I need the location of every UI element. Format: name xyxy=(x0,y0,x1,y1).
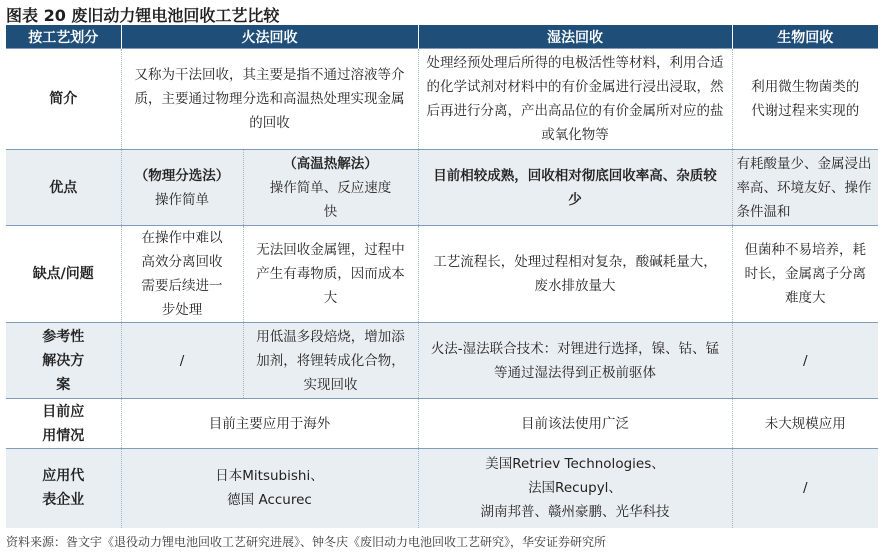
cell-solution-bio: / xyxy=(732,323,878,399)
company-mitsubishi: 日本Mitsubishi、 xyxy=(215,468,324,485)
table-header-row xyxy=(6,25,878,49)
pros-physical-text: 操作简单 xyxy=(155,191,209,208)
table-row xyxy=(6,449,878,528)
cell-cons-wet: 工艺流程长，处理过程相对复杂，酸碱耗量大，废水排放量大 xyxy=(418,226,732,323)
cell-pros-wet: 目前相较成熟，回收相对彻底回收率高、杂质较少 xyxy=(418,150,732,226)
cell-solution-wet: 火法-湿法联合技术：对锂进行选择，镍、钴、锰等通过湿法得到正极前驱体 xyxy=(418,323,732,399)
company-recupyl: 法国Recupyl、 xyxy=(528,480,622,497)
cell-intro-bio: 利用微生物菌类的代谢过程来实现的 xyxy=(732,49,878,150)
header-process: 按工艺划分 xyxy=(6,25,121,49)
header-wet: 湿法回收 xyxy=(418,25,732,49)
cell-cons-fire-pyrolysis: 无法回收金属锂，过程中产生有毒物质，因而成本大 xyxy=(243,226,418,323)
row-label-solution: 参考性解决方案 xyxy=(6,323,121,399)
cell-solution-fire-pyrolysis: 用低温多段焙烧，增加添加剂，将锂转成化合物，实现回收 xyxy=(243,323,418,399)
table-row xyxy=(6,49,878,150)
cell-intro-fire: 又称为干法回收，其主要是指不通过溶液等介质，主要通过物理分选和高温热处理实现金属的回收 xyxy=(121,49,418,150)
company-retriev: 美国Retriev Technologies、 xyxy=(485,456,665,473)
row-label-pros: 优点 xyxy=(6,150,121,226)
pros-pyrolysis-title: （高温热解法） xyxy=(283,155,378,172)
cell-pros-bio: 有耗酸量少、金属浸出率高、环境友好、操作条件温和 xyxy=(732,150,878,226)
company-chinese: 湖南邦普、赣州豪鹏、光华科技 xyxy=(480,504,670,521)
cell-cons-fire-physical: 在操作中难以高效分离回收需要后续进一步处理 xyxy=(121,226,243,323)
table-row xyxy=(6,150,878,226)
header-bio: 生物回收 xyxy=(732,25,878,49)
pros-physical-title: （物理分选法） xyxy=(134,167,230,184)
cell-cons-bio: 但菌种不易培养，耗时长，金属离子分离难度大 xyxy=(732,226,878,323)
cell-intro-wet: 处理经预处理后所得的电极活性等材料，利用合适的化学试剂对材料中的有价金属进行浸出浸取，然后再进行分离，产出高品位的有价金属所对应的盐或氧化物等 xyxy=(418,49,732,150)
header-fire: 火法回收 xyxy=(121,25,418,49)
row-label-companies: 应用代表企业 xyxy=(6,449,121,528)
cell-status-bio: 未大规模应用 xyxy=(732,399,878,449)
table-row xyxy=(6,399,878,449)
cell-pros-fire-pyrolysis xyxy=(243,150,418,226)
figure-title: 图表 20 废旧动力锂电池回收工艺比较 xyxy=(6,6,280,25)
comparison-table xyxy=(6,25,878,528)
cell-status-wet: 目前该法使用广泛 xyxy=(418,399,732,449)
source-note: 资料来源：昝文宇《退役动力锂电池回收工艺研究进展》、钟冬庆《废旧动力电池回收工艺研究》，华安证券研究所 xyxy=(6,535,607,549)
company-accurec: 德国 Accurec xyxy=(227,492,312,509)
table-row xyxy=(6,226,878,323)
cell-companies-fire xyxy=(121,449,418,528)
cell-companies-bio: / xyxy=(732,449,878,528)
cell-status-fire: 目前主要应用于海外 xyxy=(121,399,418,449)
pros-pyrolysis-text: 操作简单、反应速度快 xyxy=(269,179,392,220)
row-label-cons: 缺点/问题 xyxy=(6,226,121,323)
row-label-intro: 简介 xyxy=(6,49,121,150)
cell-companies-wet xyxy=(418,449,732,528)
cell-solution-fire-physical: / xyxy=(121,323,243,399)
row-label-status: 目前应用情况 xyxy=(6,399,121,449)
table-row xyxy=(6,323,878,399)
cell-pros-fire-physical xyxy=(121,150,243,226)
